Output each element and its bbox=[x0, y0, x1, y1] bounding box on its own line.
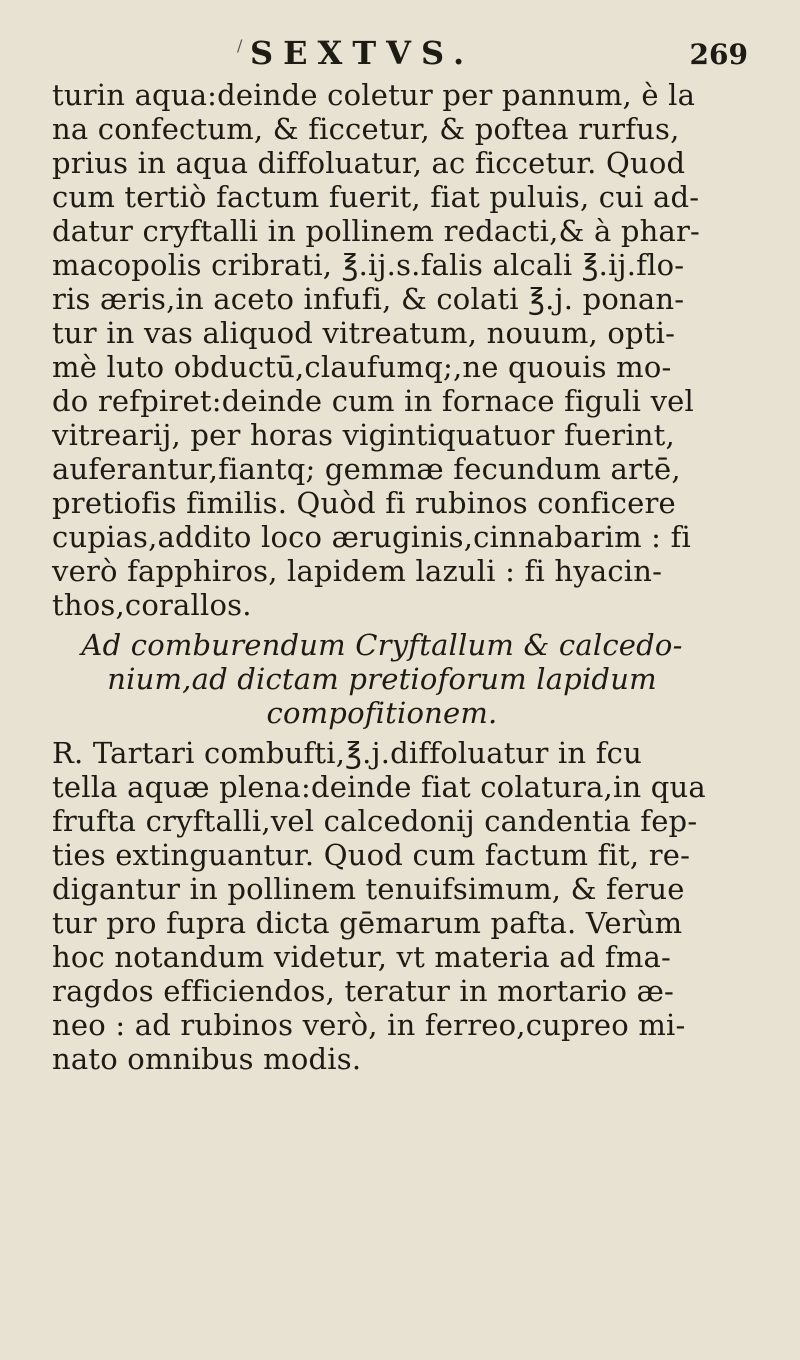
text-line: ragdos efficiendos, teratur in mortario æ- bbox=[52, 974, 675, 1008]
section-heading bbox=[52, 628, 712, 730]
text-line: ties extinguantur. Quod cum factum fit, re- bbox=[52, 838, 691, 872]
text-line: hoc notandum videtur, vt materia ad fma- bbox=[52, 940, 672, 974]
text-line: ris æris,in aceto infufi, & colati ℥.j. ponan- bbox=[52, 282, 685, 316]
text-line: verò fapphiros, lapidem lazuli : fi hyacin- bbox=[52, 554, 663, 588]
heading-line: Ad comburendum Cryftallum & calcedo- bbox=[81, 628, 683, 662]
main-text bbox=[52, 78, 712, 1076]
top-mark: / bbox=[237, 36, 243, 55]
running-head: SEXTVS. bbox=[250, 34, 475, 72]
heading-line: nium,ad dictam pretioforum lapidum bbox=[107, 662, 657, 696]
text-line: do refpiret:deinde cum in fornace figuli vel bbox=[52, 384, 694, 418]
text-line: vitrearij, per horas vigintiquatuor fuerint, bbox=[52, 418, 675, 452]
text-line: R. Tartari combufti,℥.j.diffoluatur in fcu bbox=[52, 736, 642, 770]
text-line: thos,corallos. bbox=[52, 588, 252, 622]
page-header bbox=[0, 34, 800, 74]
text-line: digantur in pollinem tenuifsimum, & ferue bbox=[52, 872, 685, 906]
text-line: neo : ad rubinos verò, in ferreo,cupreo mi- bbox=[52, 1008, 686, 1042]
text-line: tur in vas aliquod vitreatum, nouum, opti- bbox=[52, 316, 676, 350]
text-line: cupias,addito loco æruginis,cinnabarim : fi bbox=[52, 520, 691, 554]
paragraph-2 bbox=[52, 736, 712, 1076]
text-line: prius in aqua diffoluatur, ac ficcetur. Quod bbox=[52, 146, 686, 180]
text-line: datur cryftalli in pollinem redacti,& à phar- bbox=[52, 214, 701, 248]
text-line: turin aqua:deinde coletur per pannum, è la bbox=[52, 78, 696, 112]
text-line: cum tertiò factum fuerit, fiat puluis, cui ad- bbox=[52, 180, 700, 214]
text-line: nato omnibus modis. bbox=[52, 1042, 362, 1076]
text-line: tella aquæ plena:deinde fiat colatura,in qua bbox=[52, 770, 706, 804]
text-line: frufta cryftalli,vel calcedonij candentia fep- bbox=[52, 804, 698, 838]
text-line: tur pro fupra dicta gēmarum pafta. Verùm bbox=[52, 906, 683, 940]
text-line: auferantur,fiantq; gemmæ fecundum artē, bbox=[52, 452, 681, 486]
text-line: na confectum, & ficcetur, & poftea rurfus, bbox=[52, 112, 680, 146]
page-number: 269 bbox=[689, 38, 748, 71]
heading-line: compofitionem. bbox=[266, 696, 498, 730]
paragraph-1 bbox=[52, 78, 712, 622]
text-line: macopolis cribrati, ℥.ij.s.falis alcali ℥.ij.flo- bbox=[52, 248, 685, 282]
text-line: mè luto obductū,claufumq;,ne quouis mo- bbox=[52, 350, 672, 384]
text-line: pretiofis fimilis. Quòd fi rubinos conficere bbox=[52, 486, 676, 520]
